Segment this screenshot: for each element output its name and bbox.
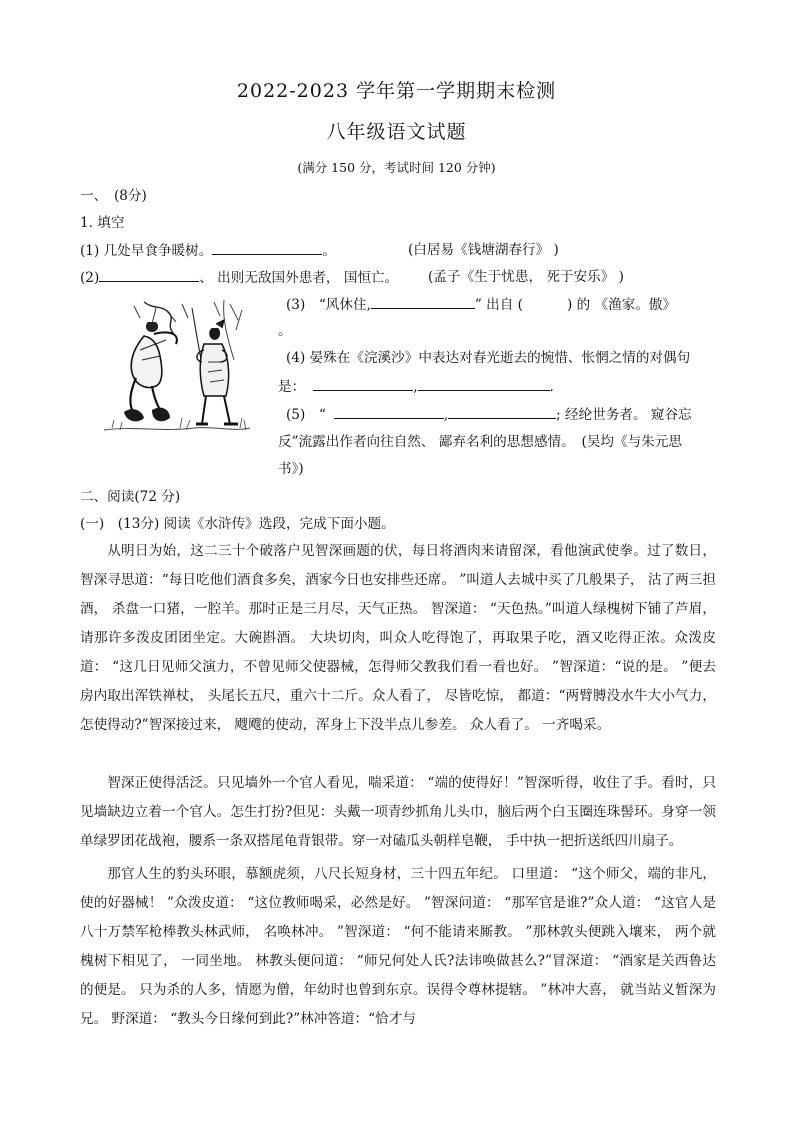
question1-title: 1. 填空	[80, 215, 125, 231]
question1-item4-answer: 是： , .	[278, 376, 718, 397]
question1-item5-line2: 反”流露出作者向往自然、 鄙弃名利的思想感情。 (吴均《与朱元思	[278, 434, 682, 450]
question1-item2-source: (孟子《生于忧患， 死于安乐》 )	[428, 269, 624, 285]
answer-blank[interactable]	[313, 376, 413, 391]
answer-blank[interactable]	[418, 376, 550, 391]
question1-item2: (2) 、 出则无敌国外患者， 国恒亡。	[80, 267, 398, 288]
question1-item1-source: (白居易《钱塘湖春行》 )	[408, 242, 559, 258]
reading-part1-heading: (一) (13分) 阅读《水浒传》选段，完成下面小题。	[80, 516, 395, 532]
exam-subtitle: 八年级语文试题	[326, 121, 467, 143]
exam-title: 2022-2023 学年第一学期期末检测	[236, 80, 557, 102]
answer-blank[interactable]	[371, 294, 475, 309]
question1-item3-end: 。	[278, 323, 292, 339]
answer-blank[interactable]	[448, 404, 556, 419]
two-figures-ink-drawing	[104, 300, 250, 437]
reading-paragraph-1: 从明日为始，这二三十个破落户见智深画题的伏，每日将酒肉来请留深，看他演武使拳。过了数日，智深寻思道：“每日吃他们酒食多矣，酒家今日也安排些还席。 ”叫道人去城中买了几般果子， 沽了两三担酒， 杀盘一口猪，一腔羊。那时正是三月尽，天气正热。 智深道： “天色热。”叫道人绿槐树下铺了芦眉，请那许多泼皮团团坐定。大碗斟酒。 大块切肉，叫众人吃得饱了，再取果子吃，酒又吃得正浓。众泼皮道： “这几日见师父演力，不曾见师父使器械，怎得师父教我们看一看也好。 ”智深道：“说的是。 ”便去房内取出浑铁禅杖， 头尾长五尺，重六十二斤。众人看了， 尽皆吃惊， 都道：“两臂膊没水牛大小气力， 怎使得动?”智深接过来， 飕飕的使动，浑身上下没半点儿参差。 众人看了。 一齐喝采。	[80, 543, 716, 733]
question1-item4: (4) 晏殊在《浣溪沙》中表达对春光逝去的惋惜、怅惘之情的对偶句	[286, 350, 691, 366]
answer-blank[interactable]	[99, 267, 199, 282]
question1-item1: (1) 几处早食争暖树。 。	[80, 240, 336, 261]
exam-note: (满分 150 分，考试时间 120 分钟)	[297, 160, 496, 175]
section1-heading: 一、 (8分)	[80, 188, 147, 204]
question1-item5-line3: 书》)	[278, 461, 304, 477]
section2-heading: 二、阅读(72 分)	[80, 489, 181, 505]
answer-blank[interactable]	[334, 404, 444, 419]
reading-paragraph-3: 那官人生的豹头环眼，慕额虎须，八尺长短身材，三十四五年纪。 口里道： “这个师父，端的非凡，使的好器械！ ”众泼皮道： “这位教师喝采，必然是好。 ”智深问道： “那军官是谁?”众人道： “这官人是八十万禁军枪棒教头林武师， 名唤林冲。 ”智深道： “何不能请来厮教。 ”那林敦头便跳入壤来， 两个就槐树下相见了， 一同坐地。 林教头便问道： “师兄何处人氏?法讳唤做甚么?”冒深道： “酒家是关西鲁达的便是。 只为杀的人多，情愿为僧，年幼时也曾到东京。误得令尊林提辖。 ”林冲大喜， 就当站义暂深为兄。 野深道： “教头今日缘何到此?”林冲答道：“恰才与	[80, 866, 716, 1027]
question1-item5: (5) “ , ; 经纶世务者。 窥谷忘	[286, 404, 726, 425]
question1-item3: (3) “风休住, ” 出自 ( ) 的 《渔家。傲》	[286, 294, 726, 315]
answer-blank[interactable]	[212, 240, 322, 255]
reading-paragraph-2: 智深正使得活泛。只见墙外一个官人看见，喘采道： “端的使得好！”智深听得，收住了手。看时，只见墙缺边立着一个官人。怎生打扮?但见：头戴一项青纱抓角儿头巾，脑后两个白玉圈连珠髻环。身穿一领单绿罗团花战袍，腰系一条双搭尾龟背银带。穿一对磕瓜头朝样皂鞭， 手中执一把折送纸四川扇子。	[80, 775, 716, 849]
